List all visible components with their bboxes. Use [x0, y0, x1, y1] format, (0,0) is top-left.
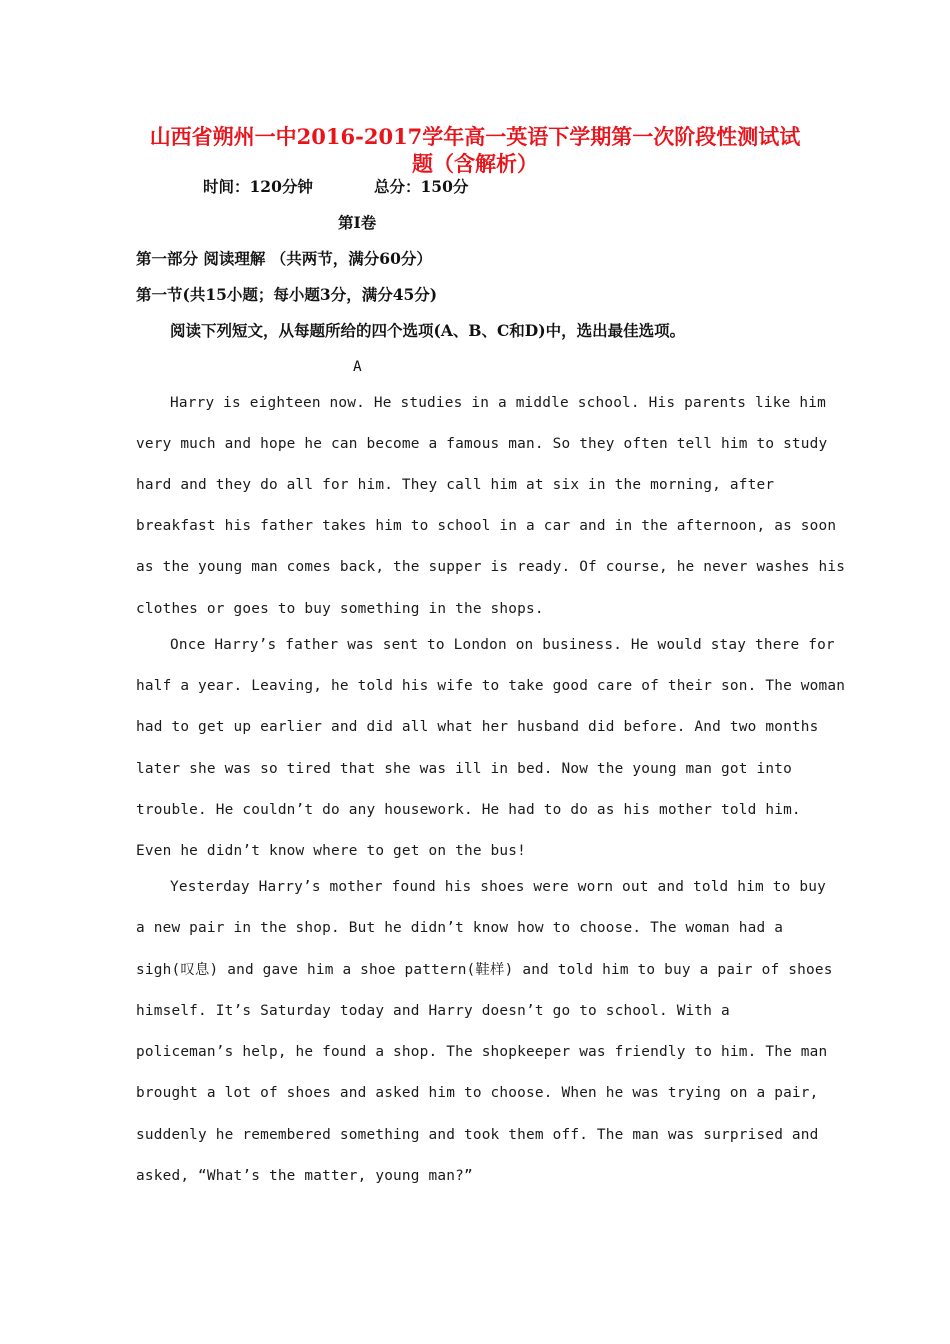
- passage-line: breakfast his father takes him to school in a car and in the afternoon, as soon: [136, 518, 837, 534]
- passage-label: A: [353, 359, 362, 375]
- passage-line: sigh(叹息) and gave him a shoe pattern(鞋样) and told him to buy a pair of shoes: [136, 962, 833, 978]
- passage-line: a new pair in the shop. But he didn’t know how to choose. The woman had a: [136, 920, 784, 936]
- part-heading: 第一部分 阅读理解 （共两节，满分60分）: [136, 249, 432, 268]
- passage-line: Yesterday Harry’s mother found his shoes were worn out and told him to buy: [170, 879, 826, 895]
- passage-line: had to get up earlier and did all what her husband did before. And two months: [136, 719, 819, 735]
- volume-heading: 第I卷: [338, 213, 377, 232]
- document-title-line-2: 题（含解析）: [412, 151, 538, 176]
- passage-line: clothes or goes to buy something in the shops.: [136, 601, 544, 617]
- passage-line: brought a lot of shoes and asked him to choose. When he was trying on a pair,: [136, 1085, 819, 1101]
- passage-line: half a year. Leaving, he told his wife to take good care of their son. The woman: [136, 678, 846, 694]
- passage-line: trouble. He couldn’t do any housework. He had to do as his mother told him.: [136, 802, 801, 818]
- passage-line: later she was so tired that she was ill in bed. Now the young man got into: [136, 761, 792, 777]
- passage-line: asked, “What’s the matter, young man?”: [136, 1168, 473, 1184]
- passage-line: Harry is eighteen now. He studies in a middle school. His parents like him: [170, 395, 826, 411]
- exam-total-score: 总分：150分: [374, 177, 469, 196]
- passage-line: very much and hope he can become a famous man. So they often tell him to study: [136, 436, 828, 452]
- section-heading: 第一节(共15小题；每小题3分，满分45分): [136, 285, 438, 304]
- passage-line: himself. It’s Saturday today and Harry doesn’t go to school. With a: [136, 1003, 730, 1019]
- passage-line: Once Harry’s father was sent to London on business. He would stay there for: [170, 637, 835, 653]
- passage-line: as the young man comes back, the supper is ready. Of course, he never washes his: [136, 559, 846, 575]
- passage-line: policeman’s help, he found a shop. The shopkeeper was friendly to him. The man: [136, 1044, 828, 1060]
- passage-line: Even he didn’t know where to get on the bus!: [136, 843, 527, 859]
- exam-time: 时间：120分钟: [203, 177, 313, 196]
- passage-line: hard and they do all for him. They call him at six in the morning, after: [136, 477, 775, 493]
- passage-line: suddenly he remembered something and took them off. The man was surprised and: [136, 1127, 819, 1143]
- instruction-text: 阅读下列短文，从每题所给的四个选项(A、B、C和D)中，选出最佳选项。: [170, 321, 686, 340]
- document-title-line-1: 山西省朔州一中2016-2017学年高一英语下学期第一次阶段性测试试: [149, 124, 801, 149]
